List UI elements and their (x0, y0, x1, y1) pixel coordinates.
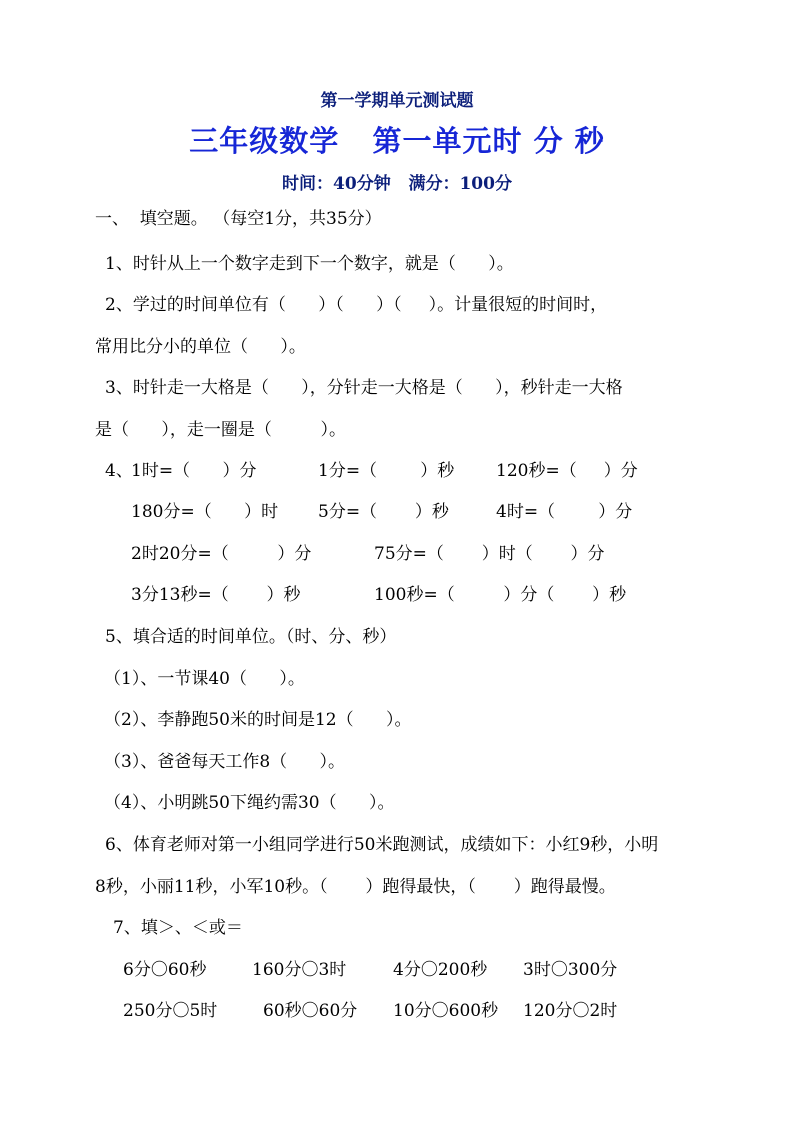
conversion-item: 100秒=（ ）分（ ）秒 (374, 585, 627, 605)
conversion-item: 2时20分=（ ）分 (131, 544, 312, 564)
comparison-item: 3时〇300分 (523, 960, 618, 980)
question-3-line-1: 3、时针走一大格是（ ），分针走一大格是（ ），秒针走一大格 (105, 378, 623, 398)
section-heading-fill-in: 一、 填空题。 （每空1分，共35分） (95, 209, 382, 229)
conversion-item: 5分=（ ）秒 (318, 502, 449, 522)
question-7-heading: 7、填＞、＜或＝ (113, 918, 243, 938)
conversion-item: 4时=（ ）分 (496, 502, 633, 522)
conversion-item: 1分=（ ）秒 (318, 461, 455, 481)
question-2-line-2: 常用比分小的单位（ ）。 (95, 337, 306, 357)
question-6-line-2: 8秒，小丽11秒，小军10秒。（ ）跑得最快，（ ）跑得最慢。 (95, 877, 616, 897)
exam-series-title: 第一学期单元测试题 (320, 91, 474, 111)
question-2-line-1: 2、学过的时间单位有（ ）（ ）（ ）。计量很短的时间时， (105, 295, 608, 315)
conversion-item: 120秒=（ ）分 (496, 461, 638, 481)
conversion-item: 75分=（ ）时（ ）分 (374, 544, 605, 564)
conversion-item: 180分=（ ）时 (131, 502, 279, 522)
time-and-score-info: 时间：40分钟 满分：100分 (282, 174, 512, 194)
question-5-item: （4）、小明跳50下绳约需30（ ）。 (104, 793, 395, 813)
question-5-item: （2）、李静跑50米的时间是12（ ）。 (104, 710, 412, 730)
question-5-item: （3）、爸爸每天工作8（ ）。 (104, 752, 346, 772)
question-4-label: 4、 (105, 461, 133, 481)
comparison-item: 4分〇200秒 (393, 960, 488, 980)
conversion-item: 3分13秒=（ ）秒 (131, 585, 301, 605)
comparison-item: 250分〇5时 (123, 1001, 218, 1021)
comparison-item: 160分〇3时 (252, 960, 347, 980)
comparison-item: 6分〇60秒 (123, 960, 207, 980)
question-5-item: （1）、一节课40（ ）。 (104, 669, 305, 689)
page-title: 三年级数学 第一单元时 分 秒 (189, 124, 605, 158)
question-3-line-2: 是（ ），走一圈是（ ）。 (95, 420, 347, 440)
comparison-item: 10分〇600秒 (393, 1001, 499, 1021)
comparison-item: 120分〇2时 (523, 1001, 618, 1021)
comparison-item: 60秒〇60分 (263, 1001, 358, 1021)
question-6-line-1: 6、体育老师对第一小组同学进行50米跑测试，成绩如下：小红9秒，小明 (105, 835, 659, 855)
conversion-item: 1时=（ ）分 (131, 461, 257, 481)
question-5-heading: 5、填合适的时间单位。（时、分、秒） (105, 627, 397, 647)
question-1: 1、时针从上一个数字走到下一个数字，就是（ ）。 (105, 254, 514, 274)
